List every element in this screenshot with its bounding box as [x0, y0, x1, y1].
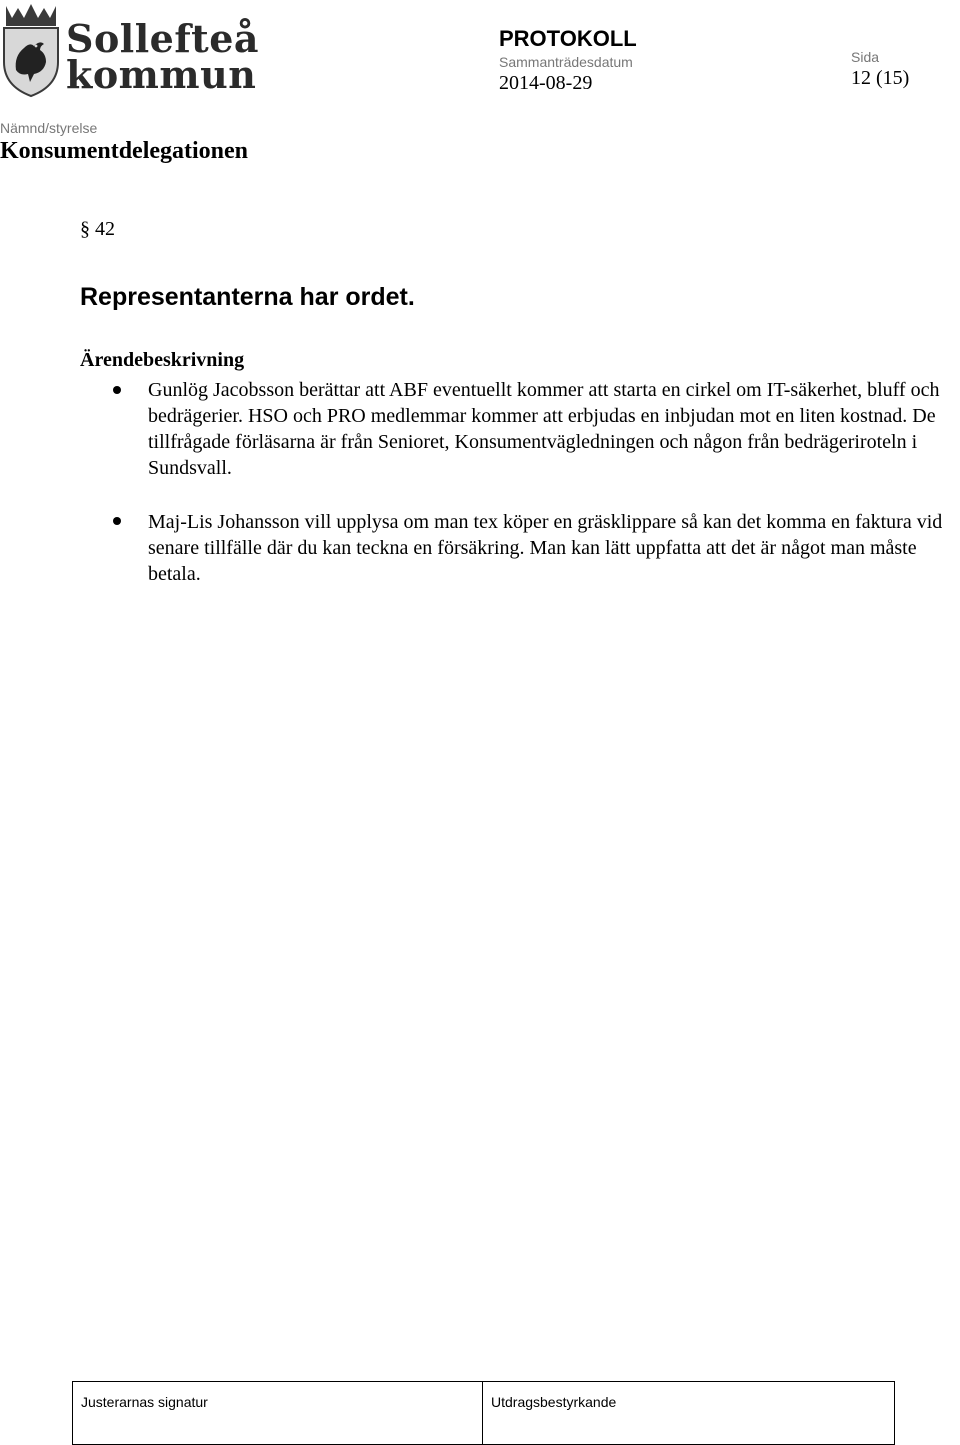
- board-name: Konsumentdelegationen: [0, 138, 249, 164]
- paragraph-number: § 42: [80, 218, 115, 240]
- signature-label: Justerarnas signatur: [81, 1394, 208, 1410]
- board-label: Nämnd/styrelse: [0, 120, 98, 136]
- coat-of-arms-icon: [0, 2, 62, 98]
- bullet-item: Gunlög Jacobsson berättar att ABF eventuellt kommer att starta en cirkel om IT-säkerhet, bluff och bedrägerier. HSO och PRO medlemmar kommer att erbjudas en inbjudan mot en liten kostnad. De tillfrågade förläsarna är från Senioret, Konsumentvägledningen och någon från bedrägeriroteln i Sundsvall.: [148, 379, 940, 479]
- date-label: Sammanträdesdatum: [499, 54, 633, 70]
- municipality-logo: [0, 2, 260, 100]
- certificate-cell: [483, 1382, 895, 1445]
- bullet-item: Maj-Lis Johansson vill upplysa om man tex köper en gräsklippare så kan det komma en faktura vid senare tillfälle där du kan teckna en försäkring. Man kan lätt uppfatta att det är något man måste betala.: [148, 511, 943, 585]
- date-value: 2014-08-29: [499, 72, 593, 94]
- bullet-icon: [113, 386, 121, 394]
- page-label: Sida: [851, 49, 880, 65]
- certificate-label: Utdragsbestyrkande: [491, 1394, 617, 1410]
- footer-signature-table: [72, 1381, 895, 1445]
- logo-line-1: Sollefteå: [66, 16, 260, 61]
- document-type: PROTOKOLL: [499, 26, 637, 51]
- section-title: Representanterna har ordet.: [80, 283, 415, 311]
- page-number: 12 (15): [851, 67, 910, 89]
- signature-cell: [73, 1382, 483, 1445]
- subheading: Ärendebeskrivning: [80, 349, 245, 371]
- bullet-icon: [113, 517, 121, 525]
- logo-line-2: kommun: [66, 52, 257, 97]
